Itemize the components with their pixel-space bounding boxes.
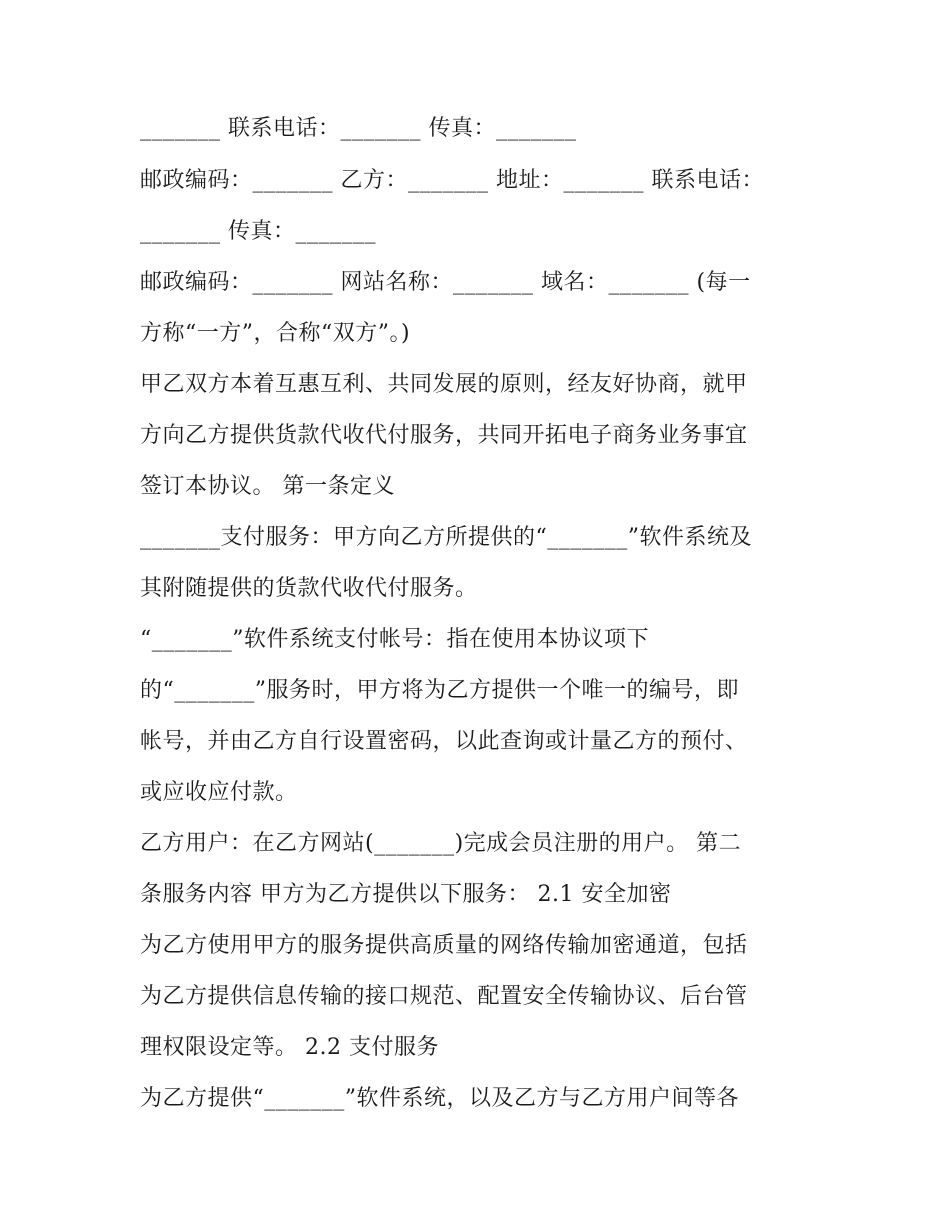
- text-line: 理权限设定等。 2.2 支付服务: [140, 1035, 439, 1060]
- text-line: 方向乙方提供货款代收代付服务，共同开拓电子商务业务事宜: [140, 423, 748, 448]
- text-line: 条服务内容 甲方为乙方提供以下服务： 2.1 安全加密: [140, 882, 672, 907]
- text-line: 其附随提供的货款代收代付服务。: [140, 576, 478, 601]
- text-line: 邮政编码：_______ 乙方：_______ 地址：_______ 联系电话：: [140, 168, 764, 193]
- text-line: 或应收应付款。: [140, 780, 298, 805]
- text-line: _______ 联系电话：_______ 传真：_______: [140, 116, 577, 141]
- text-line: 乙方用户：在乙方网站(_______)完成会员注册的用户。 第二: [140, 831, 742, 856]
- text-line: 的“_______”服务时，甲方将为乙方提供一个唯一的编号，即: [140, 678, 739, 703]
- text-line: _______支付服务：甲方向乙方所提供的“_______”软件系统及: [140, 525, 752, 550]
- text-line: “_______”软件系统支付帐号：指在使用本协议项下: [140, 627, 649, 652]
- text-line: 方称“一方”，合称“双方”。): [140, 321, 411, 346]
- text-line: 为乙方使用甲方的服务提供高质量的网络传输加密通道，包括: [140, 933, 748, 958]
- text-line: 帐号，并由乙方自行设置密码，以此查询或计量乙方的预付、: [140, 729, 748, 754]
- text-line: 为乙方提供信息传输的接口规范、配置安全传输协议、后台管: [140, 984, 748, 1009]
- text-line: 邮政编码：_______ 网站名称：_______ 域名：_______ (每一: [140, 270, 751, 295]
- text-line: 为乙方提供“_______”软件系统，以及乙方与乙方用户间等各: [140, 1086, 739, 1111]
- text-line: 签订本协议。 第一条定义: [140, 474, 395, 499]
- text-line: 甲乙双方本着互惠互利、共同发展的原则，经友好协商，就甲: [140, 372, 748, 397]
- text-line: _______ 传真：_______: [140, 219, 376, 244]
